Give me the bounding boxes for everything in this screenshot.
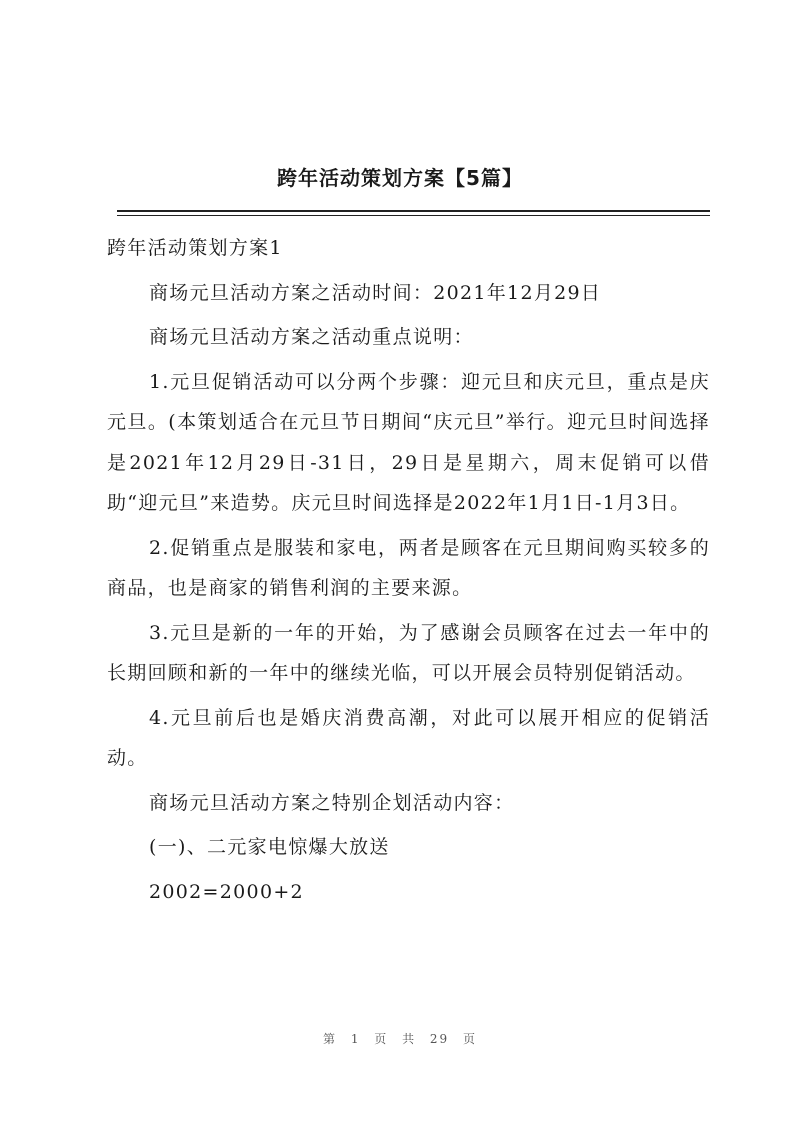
paragraph: 商场元旦活动方案之活动重点说明： [149, 326, 474, 348]
paragraph: 商场元旦活动方案之特别企划活动内容： [149, 791, 515, 814]
paragraph: 4.元旦前后也是婚庆消费高潮，对此可以展开相应的促销活动。 [107, 706, 710, 769]
paragraph: 2.促销重点是服装和家电，两者是顾客在元旦期间购买较多的商品，也是商家的销售利润的主要来源。 [107, 536, 710, 599]
section-heading: 跨年活动策划方案1 [107, 237, 283, 259]
paragraph: (一)、二元家电惊爆大放送 [149, 836, 390, 858]
title-divider-thin [117, 215, 710, 216]
paragraph: 3.元旦是新的一年的开始，为了感谢会员顾客在过去一年中的长期回顾和新的一年中的继续光临，可以开展会员特别促销活动。 [107, 621, 710, 684]
page-number-footer: 第 1 页 共 29 页 [323, 1032, 477, 1046]
paragraph: 商场元旦活动方案之活动时间：2021年12月29日 [149, 281, 602, 304]
document-title: 跨年活动策划方案【5篇】 [277, 166, 523, 190]
paragraph: 1.元旦促销活动可以分两个步骤：迎元旦和庆元旦，重点是庆元旦。(本策划适合在元旦节日期间“庆元旦”举行。迎元旦时间选择是2021年12月29日-31日，29日是星期六，周末促销可以借助“迎元旦”来造势。庆元旦时间选择是2022年1月1日-1月3日。 [107, 370, 710, 514]
document-body [107, 228, 710, 916]
paragraph: 2002=2000+2 [149, 880, 304, 903]
title-divider [117, 210, 710, 212]
